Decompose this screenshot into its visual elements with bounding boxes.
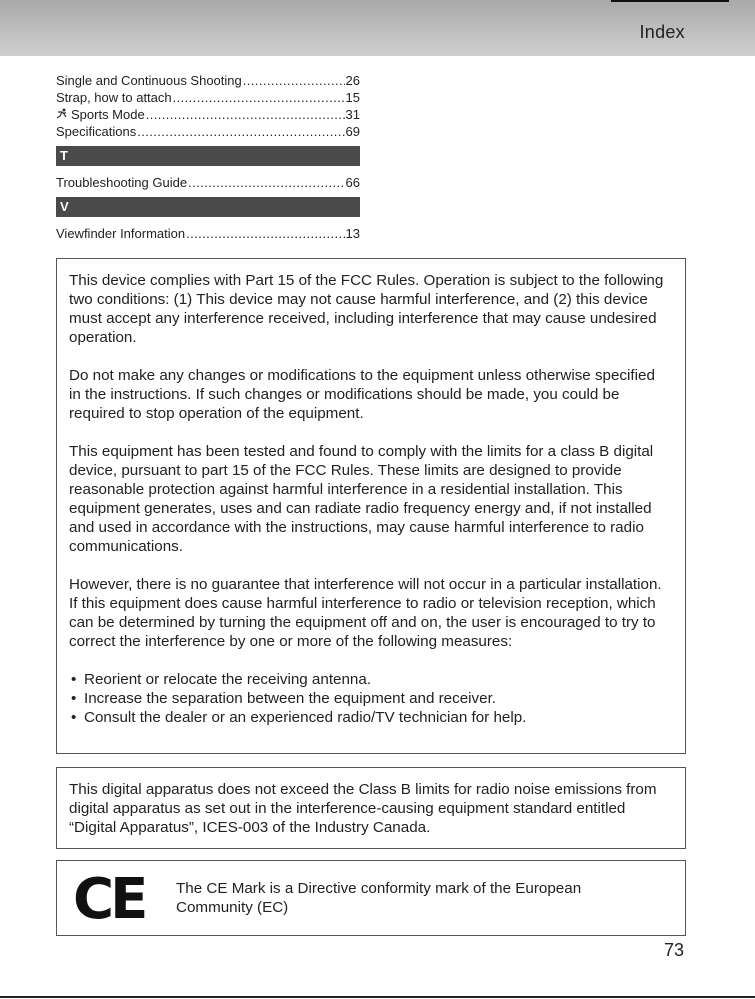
index-entry — [56, 225, 360, 242]
index-entry — [56, 174, 360, 191]
ce-paragraph: The CE Mark is a Directive conformity mark of the European Community (EC) — [176, 880, 582, 916]
canada-paragraph: This digital apparatus does not exceed the Class B limits for radio noise emissions from digital apparatus as set out in the interference-causing equipment standard entitled “Digital Apparatus”, ICES-003 of the Industry Canada. — [69, 781, 657, 836]
index-entry-page: 26 — [345, 73, 360, 88]
index-entry — [56, 89, 360, 106]
index-letter-heading: V — [56, 197, 360, 217]
page-title: Index — [639, 22, 685, 42]
index-entry — [56, 72, 360, 89]
ce-notice-box — [56, 860, 686, 936]
leader-dots — [243, 72, 345, 89]
index-letter-heading: T — [56, 146, 360, 166]
fcc-paragraph: This equipment has been tested and found to comply with the limits for a class B digital device, pursuant to part 15 of the FCC Rules. These limits are designed to provide reasonable protection against harmful interference in a residential installation. This equipment generates, uses and can radiate radio frequency energy and, if not installed and used in accordance with the instructions, may cause harmful interference to radio communications. — [69, 443, 654, 555]
index-entry-label: Troubleshooting Guide — [56, 175, 188, 190]
list-item: • Reorient or relocate the receiving antenna. — [69, 670, 669, 689]
fcc-paragraph: However, there is no guarantee that interference will not occur in a particular installation. If this equipment does cause harmful interference to radio or television reception, which can be determined by turning the equipment off and on, the user is encouraged to try to correct the interference by one or more of the following measures: — [69, 576, 662, 650]
index-entry-label: Viewfinder Information — [56, 226, 186, 241]
fcc-measures-list — [69, 670, 669, 727]
index-entry-label: Sports Mode — [71, 107, 145, 122]
leader-dots — [146, 106, 345, 123]
canada-notice-box — [56, 767, 686, 849]
header-rule — [611, 0, 729, 2]
bottom-rule — [0, 996, 755, 998]
index-list — [56, 72, 360, 242]
ce-mark-logo: CE — [73, 867, 145, 932]
page-number: 73 — [664, 940, 685, 960]
leader-dots — [188, 174, 344, 191]
index-entry-page: 69 — [345, 124, 360, 139]
index-entry-page: 66 — [345, 175, 360, 190]
leader-dots — [186, 225, 344, 242]
leader-dots — [173, 89, 345, 106]
list-item: • Consult the dealer or an experienced radio/TV technician for help. — [69, 708, 669, 727]
fcc-paragraph: This device complies with Part 15 of the FCC Rules. Operation is subject to the following two conditions: (1) This device may not cause harmful interference, and (2) this device must accept any interference received, including interference that may cause undesired operation. — [69, 272, 664, 346]
index-entry-label: Specifications — [56, 124, 137, 139]
fcc-paragraph: Do not make any changes or modifications to the equipment unless otherwise specified in the instructions. If such changes or modifications should be made, you could be required to stop operation of the equipment. — [69, 367, 655, 422]
index-entry — [56, 123, 360, 140]
index-entry-page: 15 — [345, 90, 360, 105]
leader-dots — [137, 123, 344, 140]
index-entry-page: 31 — [345, 107, 360, 122]
index-entry — [56, 106, 360, 123]
index-entry-page: 13 — [345, 226, 360, 241]
index-entry-label: Single and Continuous Shooting — [56, 73, 242, 88]
index-entry-label: Strap, how to attach — [56, 90, 172, 105]
list-item: • Increase the separation between the equipment and receiver. — [69, 689, 669, 708]
fcc-notice-box — [56, 258, 686, 754]
